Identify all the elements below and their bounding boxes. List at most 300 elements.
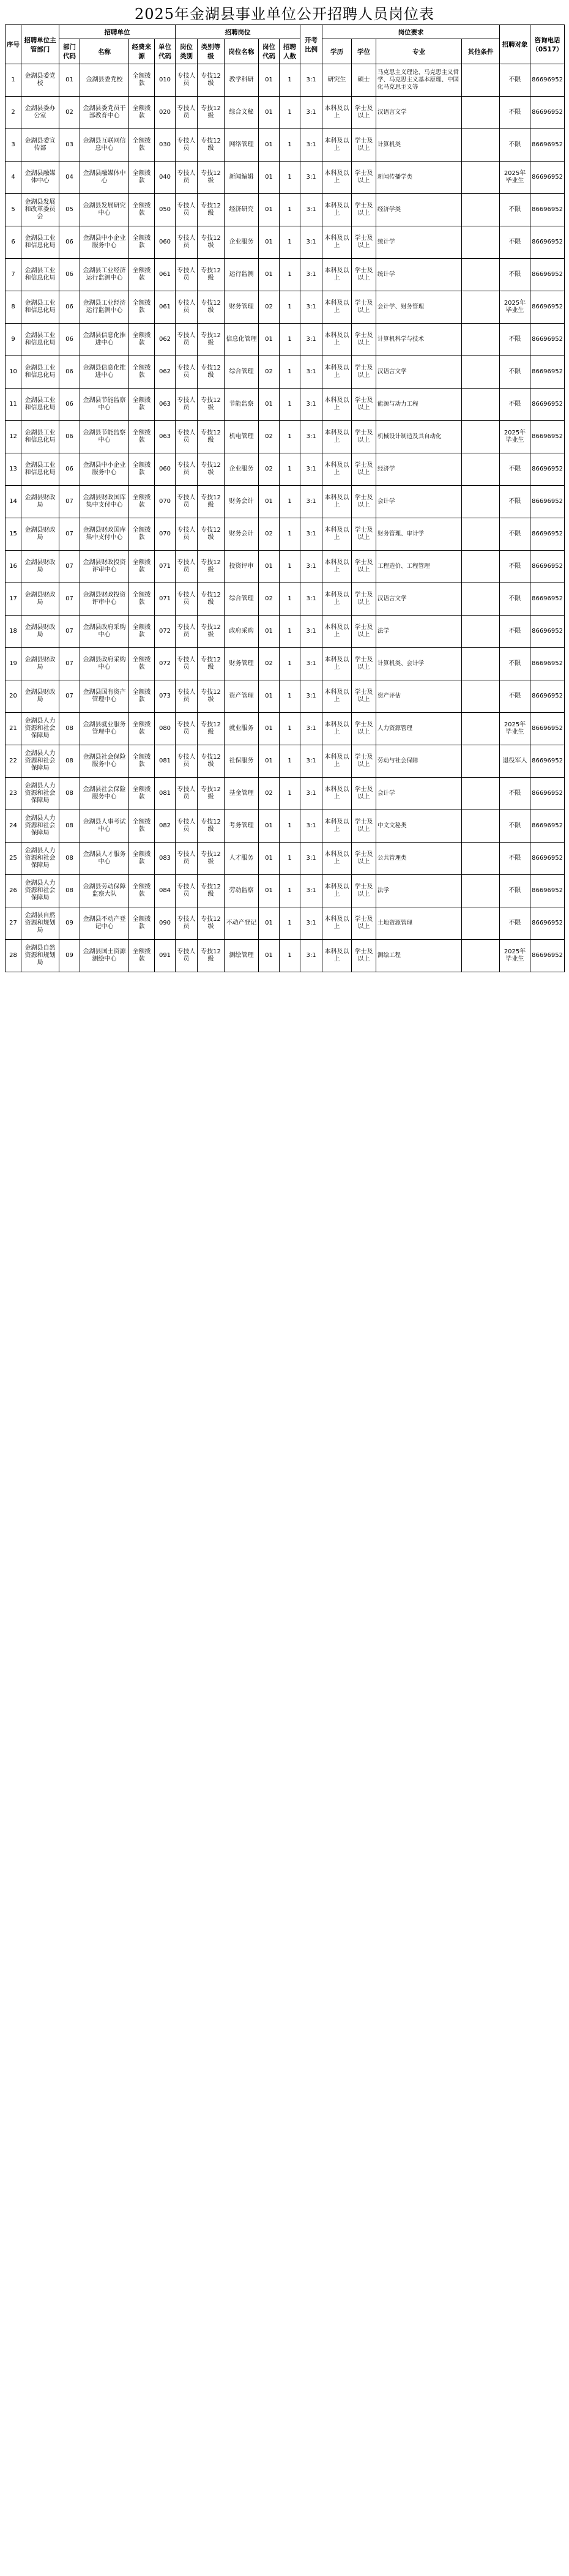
cell-unit-code: 084 <box>155 875 176 907</box>
cell-other <box>462 194 500 226</box>
cell-exam-ratio: 3:1 <box>300 713 322 745</box>
cell-unit-name: 金湖县融媒体中心 <box>80 162 129 194</box>
cell-pos-category: 专技人员 <box>176 162 198 194</box>
cell-funding: 全额拨款 <box>129 648 155 680</box>
cell-pos-category: 专技人员 <box>176 389 198 421</box>
cell-funding: 全额拨款 <box>129 713 155 745</box>
cell-quota: 1 <box>280 162 300 194</box>
cell-dept-code: 05 <box>59 194 80 226</box>
cell-seq: 24 <box>6 810 21 843</box>
table-row <box>6 486 565 518</box>
cell-other <box>462 259 500 291</box>
cell-dept-code: 03 <box>59 129 80 162</box>
cell-funding: 全额拨款 <box>129 486 155 518</box>
table-row <box>6 551 565 583</box>
cell-target: 不限 <box>500 486 530 518</box>
cell-dept-code: 07 <box>59 648 80 680</box>
cell-target: 不限 <box>500 259 530 291</box>
cell-pos-code: 01 <box>259 129 280 162</box>
cell-funding: 全额拨款 <box>129 324 155 356</box>
cell-other <box>462 356 500 389</box>
cell-target: 不限 <box>500 907 530 940</box>
table-row <box>6 421 565 453</box>
table-row <box>6 324 565 356</box>
cell-quota: 1 <box>280 940 300 972</box>
cell-target: 退役军人 <box>500 745 530 778</box>
cell-quota: 1 <box>280 64 300 97</box>
cell-unit-code: 072 <box>155 616 176 648</box>
table-row <box>6 907 565 940</box>
cell-degree: 学士及以上 <box>352 551 376 583</box>
cell-funding: 全额拨款 <box>129 259 155 291</box>
cell-other <box>462 97 500 129</box>
cell-unit-code: 060 <box>155 453 176 486</box>
cell-funding: 全额拨款 <box>129 162 155 194</box>
cell-phone: 86696952 <box>530 843 565 875</box>
cell-pos-name: 财务会计 <box>225 518 259 551</box>
cell-education: 本科及以上 <box>322 291 352 324</box>
cell-pos-level: 专技12级 <box>198 551 225 583</box>
cell-pos-name: 企业服务 <box>225 226 259 259</box>
cell-degree: 学士及以上 <box>352 745 376 778</box>
cell-phone: 86696952 <box>530 875 565 907</box>
cell-other <box>462 551 500 583</box>
cell-pos-name: 综合管理 <box>225 583 259 616</box>
cell-pos-level: 专技12级 <box>198 843 225 875</box>
cell-unit-code: 062 <box>155 324 176 356</box>
cell-funding: 全额拨款 <box>129 616 155 648</box>
cell-pos-level: 专技12级 <box>198 745 225 778</box>
cell-pos-name: 资产管理 <box>225 680 259 713</box>
cell-phone: 86696952 <box>530 389 565 421</box>
cell-funding: 全额拨款 <box>129 356 155 389</box>
cell-pos-level: 专技12级 <box>198 356 225 389</box>
cell-target: 不限 <box>500 583 530 616</box>
cell-pos-code: 02 <box>259 518 280 551</box>
cell-seq: 25 <box>6 843 21 875</box>
cell-pos-code: 02 <box>259 648 280 680</box>
cell-unit-code: 091 <box>155 940 176 972</box>
cell-seq: 23 <box>6 778 21 810</box>
cell-major: 计算机类、会计学 <box>376 648 462 680</box>
header-group-requirements: 岗位要求 <box>322 25 500 39</box>
cell-major: 机械设计制造及其自动化 <box>376 421 462 453</box>
cell-education: 本科及以上 <box>322 907 352 940</box>
cell-pos-name: 基金管理 <box>225 778 259 810</box>
cell-pos-level: 专技12级 <box>198 421 225 453</box>
header-pos-code: 岗位代码 <box>259 39 280 64</box>
cell-dept-code: 06 <box>59 324 80 356</box>
cell-pos-level: 专技12级 <box>198 616 225 648</box>
cell-target: 不限 <box>500 389 530 421</box>
cell-education: 本科及以上 <box>322 259 352 291</box>
cell-pos-category: 专技人员 <box>176 907 198 940</box>
cell-pos-category: 专技人员 <box>176 453 198 486</box>
cell-target: 不限 <box>500 551 530 583</box>
cell-authority: 金湖县财政局 <box>21 518 59 551</box>
cell-pos-code: 01 <box>259 97 280 129</box>
cell-degree: 学士及以上 <box>352 162 376 194</box>
cell-other <box>462 713 500 745</box>
cell-exam-ratio: 3:1 <box>300 843 322 875</box>
cell-quota: 1 <box>280 389 300 421</box>
cell-pos-category: 专技人员 <box>176 745 198 778</box>
cell-other <box>462 907 500 940</box>
cell-dept-code: 08 <box>59 745 80 778</box>
cell-target: 不限 <box>500 680 530 713</box>
cell-pos-code: 01 <box>259 259 280 291</box>
cell-pos-name: 社保服务 <box>225 745 259 778</box>
cell-other <box>462 648 500 680</box>
table-header <box>6 25 565 64</box>
cell-degree: 学士及以上 <box>352 259 376 291</box>
cell-unit-name: 金湖县政府采购中心 <box>80 616 129 648</box>
cell-pos-level: 专技12级 <box>198 389 225 421</box>
cell-other <box>462 324 500 356</box>
cell-dept-code: 02 <box>59 97 80 129</box>
header-seq: 序号 <box>6 25 21 64</box>
header-group-position: 招聘岗位 <box>176 25 300 39</box>
cell-quota: 1 <box>280 194 300 226</box>
cell-seq: 28 <box>6 940 21 972</box>
cell-pos-level: 专技12级 <box>198 907 225 940</box>
cell-seq: 6 <box>6 226 21 259</box>
cell-pos-code: 01 <box>259 875 280 907</box>
cell-unit-name: 金湖县财政投资评审中心 <box>80 583 129 616</box>
cell-funding: 全额拨款 <box>129 907 155 940</box>
cell-exam-ratio: 3:1 <box>300 291 322 324</box>
cell-education: 本科及以上 <box>322 843 352 875</box>
cell-pos-level: 专技12级 <box>198 64 225 97</box>
cell-major: 计算机科学与技术 <box>376 324 462 356</box>
cell-dept-code: 08 <box>59 810 80 843</box>
cell-degree: 学士及以上 <box>352 356 376 389</box>
cell-unit-name: 金湖县互联网信息中心 <box>80 129 129 162</box>
cell-pos-code: 02 <box>259 583 280 616</box>
cell-other <box>462 486 500 518</box>
cell-pos-name: 财务会计 <box>225 486 259 518</box>
table-row <box>6 778 565 810</box>
cell-seq: 10 <box>6 356 21 389</box>
cell-other <box>462 940 500 972</box>
cell-exam-ratio: 3:1 <box>300 194 322 226</box>
cell-target: 不限 <box>500 875 530 907</box>
cell-pos-code: 01 <box>259 486 280 518</box>
cell-target: 不限 <box>500 648 530 680</box>
cell-unit-code: 061 <box>155 259 176 291</box>
cell-seq: 13 <box>6 453 21 486</box>
cell-pos-category: 专技人员 <box>176 778 198 810</box>
cell-other <box>462 745 500 778</box>
cell-exam-ratio: 3:1 <box>300 745 322 778</box>
header-exam-ratio: 开考比例 <box>300 25 322 64</box>
cell-major: 汉语言文学 <box>376 583 462 616</box>
table-row <box>6 680 565 713</box>
cell-major: 财务管理、审计学 <box>376 518 462 551</box>
header-target: 招聘对象 <box>500 25 530 64</box>
cell-phone: 86696952 <box>530 810 565 843</box>
cell-phone: 86696952 <box>530 745 565 778</box>
cell-education: 本科及以上 <box>322 616 352 648</box>
cell-education: 本科及以上 <box>322 583 352 616</box>
cell-unit-name: 金湖县信息化推进中心 <box>80 356 129 389</box>
cell-education: 本科及以上 <box>322 713 352 745</box>
cell-target: 2025年毕业生 <box>500 940 530 972</box>
cell-education: 本科及以上 <box>322 745 352 778</box>
cell-pos-category: 专技人员 <box>176 194 198 226</box>
cell-education: 本科及以上 <box>322 324 352 356</box>
cell-other <box>462 453 500 486</box>
cell-major: 公共管理类 <box>376 843 462 875</box>
table-row <box>6 583 565 616</box>
cell-degree: 学士及以上 <box>352 713 376 745</box>
cell-dept-code: 04 <box>59 162 80 194</box>
cell-pos-level: 专技12级 <box>198 583 225 616</box>
cell-target: 不限 <box>500 843 530 875</box>
cell-unit-code: 020 <box>155 97 176 129</box>
cell-quota: 1 <box>280 778 300 810</box>
cell-dept-code: 07 <box>59 583 80 616</box>
cell-target: 不限 <box>500 616 530 648</box>
cell-quota: 1 <box>280 810 300 843</box>
cell-unit-code: 071 <box>155 583 176 616</box>
cell-unit-name: 金湖县工业经济运行监测中心 <box>80 291 129 324</box>
cell-quota: 1 <box>280 129 300 162</box>
cell-seq: 26 <box>6 875 21 907</box>
cell-funding: 全额拨款 <box>129 226 155 259</box>
cell-seq: 19 <box>6 648 21 680</box>
cell-authority: 金湖县工业和信息化局 <box>21 421 59 453</box>
cell-unit-code: 063 <box>155 389 176 421</box>
cell-pos-level: 专技12级 <box>198 648 225 680</box>
cell-exam-ratio: 3:1 <box>300 162 322 194</box>
cell-phone: 86696952 <box>530 259 565 291</box>
cell-pos-name: 网络管理 <box>225 129 259 162</box>
cell-exam-ratio: 3:1 <box>300 421 322 453</box>
cell-dept-code: 06 <box>59 259 80 291</box>
cell-unit-name: 金湖县社会保险服务中心 <box>80 778 129 810</box>
cell-funding: 全额拨款 <box>129 745 155 778</box>
cell-education: 本科及以上 <box>322 421 352 453</box>
cell-pos-code: 01 <box>259 226 280 259</box>
cell-unit-code: 062 <box>155 356 176 389</box>
header-funding: 经费来源 <box>129 39 155 64</box>
cell-funding: 全额拨款 <box>129 194 155 226</box>
cell-funding: 全额拨款 <box>129 810 155 843</box>
cell-pos-category: 专技人员 <box>176 518 198 551</box>
cell-major: 经济学类 <box>376 194 462 226</box>
cell-pos-code: 01 <box>259 680 280 713</box>
cell-quota: 1 <box>280 97 300 129</box>
cell-unit-code: 050 <box>155 194 176 226</box>
cell-pos-code: 02 <box>259 778 280 810</box>
cell-authority: 金湖县委办公室 <box>21 97 59 129</box>
cell-pos-level: 专技12级 <box>198 518 225 551</box>
cell-education: 本科及以上 <box>322 875 352 907</box>
cell-phone: 86696952 <box>530 940 565 972</box>
cell-dept-code: 08 <box>59 843 80 875</box>
cell-dept-code: 07 <box>59 680 80 713</box>
cell-unit-name: 金湖县人才服务中心 <box>80 843 129 875</box>
cell-pos-category: 专技人员 <box>176 324 198 356</box>
cell-quota: 1 <box>280 259 300 291</box>
cell-authority: 金湖县人力资源和社会保障局 <box>21 875 59 907</box>
cell-degree: 学士及以上 <box>352 226 376 259</box>
cell-pos-category: 专技人员 <box>176 291 198 324</box>
cell-pos-level: 专技12级 <box>198 226 225 259</box>
cell-pos-code: 01 <box>259 810 280 843</box>
cell-exam-ratio: 3:1 <box>300 129 322 162</box>
header-quota: 招聘人数 <box>280 39 300 64</box>
cell-seq: 11 <box>6 389 21 421</box>
cell-phone: 86696952 <box>530 129 565 162</box>
cell-major: 会计学、财务管理 <box>376 291 462 324</box>
cell-dept-code: 06 <box>59 226 80 259</box>
cell-degree: 学士及以上 <box>352 389 376 421</box>
table-row <box>6 713 565 745</box>
cell-authority: 金湖县工业和信息化局 <box>21 226 59 259</box>
cell-degree: 学士及以上 <box>352 518 376 551</box>
header-dept-code: 部门代码 <box>59 39 80 64</box>
cell-pos-level: 专技12级 <box>198 291 225 324</box>
cell-target: 不限 <box>500 64 530 97</box>
cell-quota: 1 <box>280 324 300 356</box>
cell-authority: 金湖县工业和信息化局 <box>21 291 59 324</box>
cell-other <box>462 875 500 907</box>
cell-seq: 12 <box>6 421 21 453</box>
cell-pos-level: 专技12级 <box>198 778 225 810</box>
cell-exam-ratio: 3:1 <box>300 616 322 648</box>
cell-seq: 2 <box>6 97 21 129</box>
cell-pos-level: 专技12级 <box>198 940 225 972</box>
cell-pos-name: 人才服务 <box>225 843 259 875</box>
cell-funding: 全额拨款 <box>129 421 155 453</box>
cell-phone: 86696952 <box>530 680 565 713</box>
table-row <box>6 356 565 389</box>
cell-education: 本科及以上 <box>322 518 352 551</box>
cell-pos-category: 专技人员 <box>176 259 198 291</box>
cell-pos-category: 专技人员 <box>176 97 198 129</box>
cell-dept-code: 08 <box>59 713 80 745</box>
cell-unit-code: 083 <box>155 843 176 875</box>
table-body <box>6 64 565 972</box>
cell-pos-category: 专技人员 <box>176 64 198 97</box>
cell-funding: 全额拨款 <box>129 583 155 616</box>
header-phone: 咨询电话（0517） <box>530 25 565 64</box>
cell-exam-ratio: 3:1 <box>300 64 322 97</box>
cell-other <box>462 810 500 843</box>
cell-authority: 金湖县财政局 <box>21 680 59 713</box>
cell-education: 本科及以上 <box>322 389 352 421</box>
cell-authority: 金湖县委党校 <box>21 64 59 97</box>
cell-quota: 1 <box>280 875 300 907</box>
cell-pos-name: 运行监测 <box>225 259 259 291</box>
cell-pos-category: 专技人员 <box>176 810 198 843</box>
cell-degree: 学士及以上 <box>352 810 376 843</box>
cell-authority: 金湖县自然资源和规划局 <box>21 940 59 972</box>
cell-degree: 硕士 <box>352 64 376 97</box>
cell-exam-ratio: 3:1 <box>300 356 322 389</box>
cell-dept-code: 07 <box>59 486 80 518</box>
cell-pos-category: 专技人员 <box>176 129 198 162</box>
cell-quota: 1 <box>280 907 300 940</box>
cell-target: 不限 <box>500 129 530 162</box>
cell-degree: 学士及以上 <box>352 778 376 810</box>
cell-phone: 86696952 <box>530 713 565 745</box>
cell-unit-name: 金湖县财政投资评审中心 <box>80 551 129 583</box>
cell-quota: 1 <box>280 616 300 648</box>
cell-authority: 金湖县发展和改革委员会 <box>21 194 59 226</box>
cell-degree: 学士及以上 <box>352 453 376 486</box>
cell-pos-category: 专技人员 <box>176 421 198 453</box>
cell-major: 马克思主义理论、马克思主义哲学、马克思主义基本原理、中国化马克思主义等 <box>376 64 462 97</box>
cell-major: 新闻传播学类 <box>376 162 462 194</box>
cell-funding: 全额拨款 <box>129 64 155 97</box>
cell-exam-ratio: 3:1 <box>300 226 322 259</box>
cell-pos-level: 专技12级 <box>198 259 225 291</box>
cell-other <box>462 162 500 194</box>
cell-pos-level: 专技12级 <box>198 129 225 162</box>
cell-seq: 17 <box>6 583 21 616</box>
cell-pos-category: 专技人员 <box>176 843 198 875</box>
cell-pos-category: 专技人员 <box>176 875 198 907</box>
cell-degree: 学士及以上 <box>352 680 376 713</box>
cell-unit-name: 金湖县发展研究中心 <box>80 194 129 226</box>
cell-education: 本科及以上 <box>322 453 352 486</box>
cell-phone: 86696952 <box>530 583 565 616</box>
table-row <box>6 226 565 259</box>
cell-pos-name: 节能监察 <box>225 389 259 421</box>
cell-phone: 86696952 <box>530 486 565 518</box>
cell-unit-code: 072 <box>155 648 176 680</box>
cell-target: 2025年毕业生 <box>500 162 530 194</box>
cell-authority: 金湖县工业和信息化局 <box>21 259 59 291</box>
cell-phone: 86696952 <box>530 453 565 486</box>
cell-dept-code: 06 <box>59 389 80 421</box>
cell-phone: 86696952 <box>530 64 565 97</box>
cell-pos-code: 01 <box>259 745 280 778</box>
cell-seq: 14 <box>6 486 21 518</box>
cell-unit-name: 金湖县委党员干部教育中心 <box>80 97 129 129</box>
cell-pos-code: 02 <box>259 356 280 389</box>
cell-pos-code: 02 <box>259 421 280 453</box>
table-row <box>6 745 565 778</box>
cell-phone: 86696952 <box>530 907 565 940</box>
cell-funding: 全额拨款 <box>129 291 155 324</box>
cell-seq: 18 <box>6 616 21 648</box>
cell-authority: 金湖县自然资源和规划局 <box>21 907 59 940</box>
cell-pos-level: 专技12级 <box>198 453 225 486</box>
cell-education: 本科及以上 <box>322 97 352 129</box>
cell-authority: 金湖县人力资源和社会保障局 <box>21 778 59 810</box>
cell-degree: 学士及以上 <box>352 97 376 129</box>
cell-phone: 86696952 <box>530 616 565 648</box>
cell-pos-code: 01 <box>259 194 280 226</box>
cell-funding: 全额拨款 <box>129 97 155 129</box>
cell-quota: 1 <box>280 583 300 616</box>
cell-pos-category: 专技人员 <box>176 583 198 616</box>
cell-degree: 学士及以上 <box>352 907 376 940</box>
cell-pos-category: 专技人员 <box>176 226 198 259</box>
cell-target: 不限 <box>500 226 530 259</box>
table-row <box>6 64 565 97</box>
cell-exam-ratio: 3:1 <box>300 97 322 129</box>
table-row <box>6 843 565 875</box>
cell-quota: 1 <box>280 486 300 518</box>
cell-pos-name: 新闻编辑 <box>225 162 259 194</box>
cell-degree: 学士及以上 <box>352 616 376 648</box>
cell-unit-name: 金湖县国有资产管理中心 <box>80 680 129 713</box>
